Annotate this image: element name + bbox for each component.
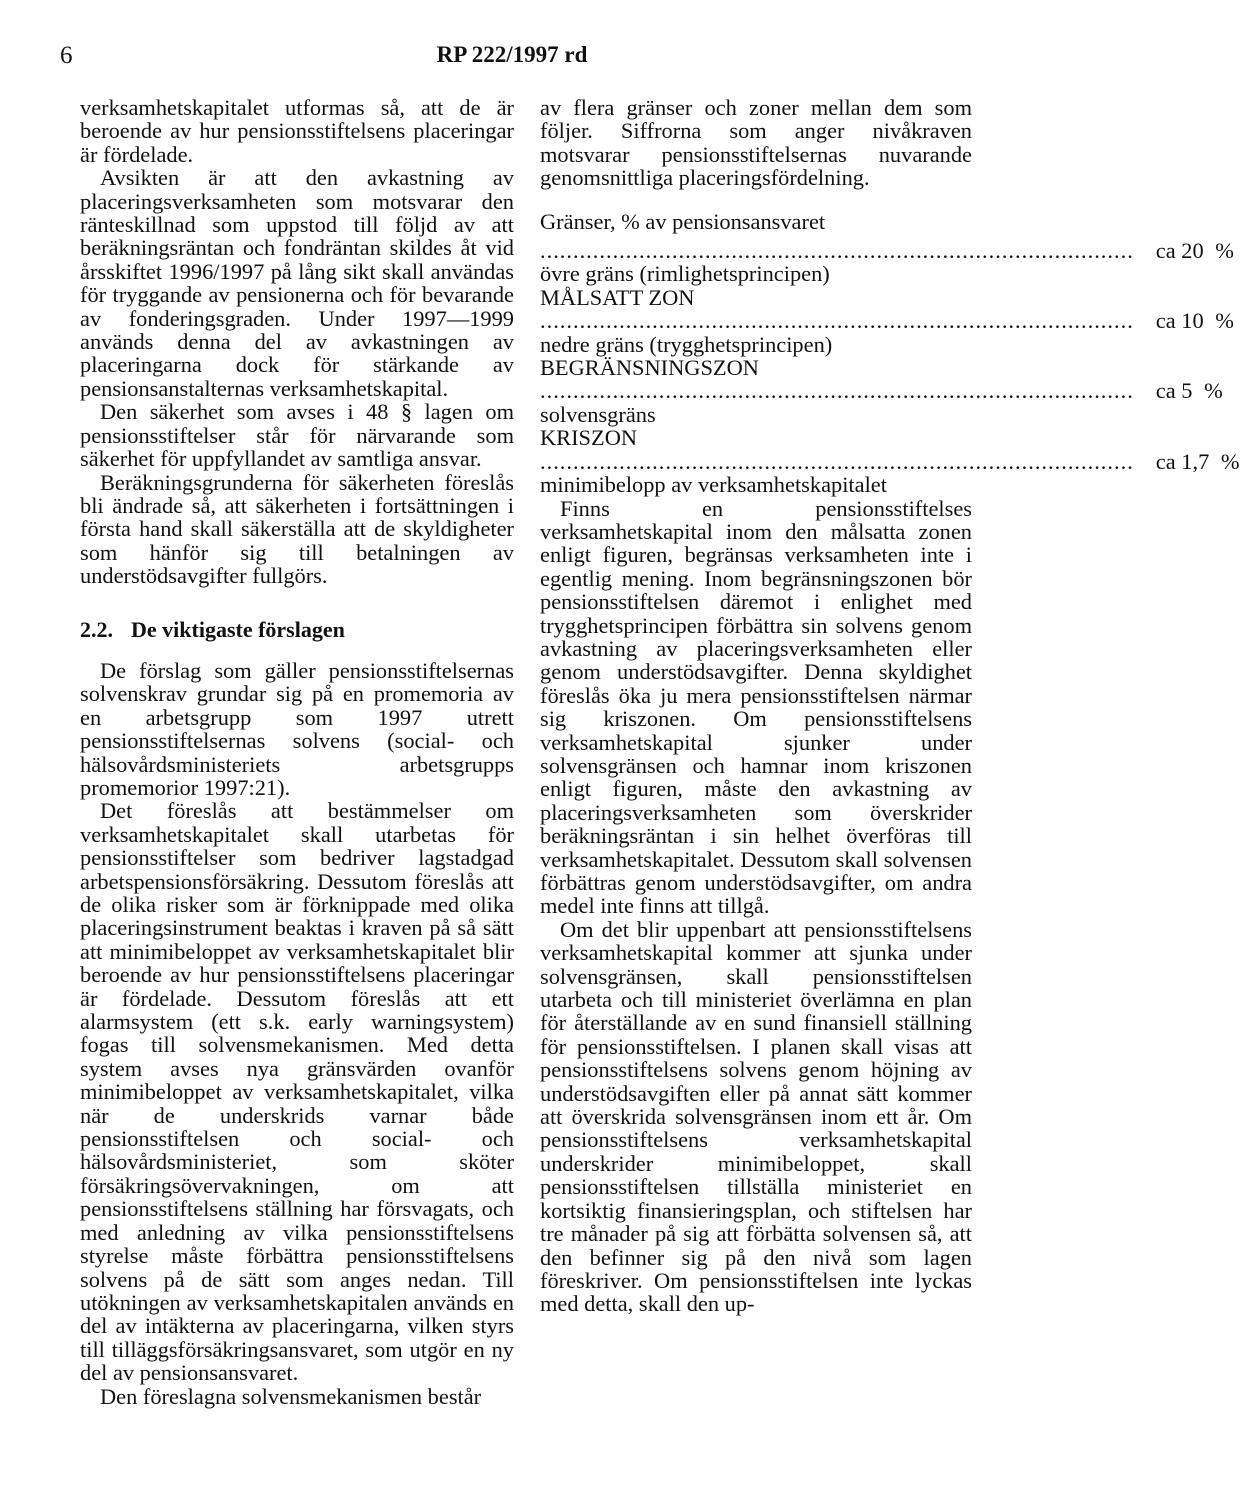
paragraph: Den föreslagna solvensmekanismen består — [100, 1383, 482, 1409]
paragraph: Om det blir uppenbart att pensionsstiftelsens verksamhetskapital kommer att sjunka under solvensgränsen, skall pensionsstiftelsen utarbeta och till ministeriet överlämna en plan för återställande av en sund finansiell ställning för pensionsstiftelsen. I planen skall visas att pensionsstiftelsens solvens genom höjning av understödsavgiften eller på annat sätt kommer att överskrida solvensgränsen inom ett år. Om pensionsstiftelsens verksamhetskapital underskrider minimibeloppet, skall pensionsstiftelsen tillställa ministeriet en kortsiktig finansieringsplan, och stiftelsen har tre månader på sig att förbätta solvensen så, att den befinner sig på den nivå som lagen föreskriver. Om pensionsstiftelsen inte lyckas med detta, skall den up- — [540, 916, 972, 1317]
solvency-zones-figure — [540, 208, 1240, 498]
limit-unit: % — [1209, 238, 1234, 264]
limit-unit: % — [1198, 378, 1223, 404]
zone-name: MÅLSATT ZON — [540, 284, 695, 310]
limit-value: ca 20 — [1155, 238, 1204, 264]
right-column — [540, 95, 1240, 1317]
limit-unit: % — [1215, 448, 1240, 474]
limit-label: minimibelopp av verksamhetskapitalet — [540, 472, 887, 498]
paragraph: Beräkningsgrunderna för säkerheten föreslås bli ändrade så, att säkerheten i fortsättningen i första hand skall säkerställa att de skyldigheter som hänför sig till betalningen av understödsavgifter fullgörs. — [80, 469, 514, 589]
zone-limit-row — [540, 448, 1240, 474]
zone-limit-row — [540, 308, 1234, 334]
zone-name: KRISZON — [540, 425, 638, 451]
paragraph: Avsikten är att den avkastning av placeringsverksamheten som motsvarar den ränteskillnad som uppstod till följd av att beräkningsräntan och fondräntan skildes åt vid årsskiftet 1996/1997 på lång sikt skall användas för tryggande av pensionerna och för bevarande av fonderingsgraden. Under 1997—1999 används denna del av avkastningen av placeringarna dock för stärkande av pensionsanstalternas verksamhetskapital. — [80, 165, 514, 401]
paragraph: De förslag som gäller pensionsstiftelsernas solvenskrav grundar sig på en promemoria av en arbetsgrupp som 1997 utrett pensionsstiftelsernas solvens (social- och hälsovårdsministeriets arbetsgrupps promemorior 1997:21). — [80, 657, 514, 800]
section-number: 2.2. — [80, 616, 113, 642]
running-title: RP 222/1997 rd — [436, 42, 588, 67]
left-column — [80, 96, 514, 1408]
zone-limit-row — [540, 238, 1234, 264]
section-title: De viktigaste förslagen — [131, 616, 345, 642]
leader-dots: .......................................................................................... — [540, 448, 1134, 474]
section-heading — [80, 618, 514, 641]
paragraph: Den säkerhet som avses i 48 § lagen om pensionsstiftelser står för närvarande som säkerhet för uppfyllandet av samtliga ansvar. — [80, 399, 514, 472]
page-header — [0, 42, 1024, 76]
paragraph: av flera gränser och zoner mellan dem som följer. Siffrorna som anger nivåkraven motsvarar pensionsstiftelsernas nuvarande genomsnittliga placeringsfördelning. — [540, 95, 972, 191]
zone-limit-row — [540, 378, 1223, 404]
leader-dots: .......................................................................................... — [540, 308, 1134, 334]
limit-value: ca 5 — [1155, 378, 1193, 404]
limit-label: solvensgräns — [540, 401, 656, 427]
paragraph: Finns en pensionsstiftelses verksamhetskapital inom den målsatta zonen enligt figuren, begränsas verksamheten inte i egentlig mening. Inom begränsningszonen bör pensionsstiftelsen däremot i enlighet med trygghetsprincipen förbättra sin solvens genom avkastning av placeringsverksamheten eller genom understödsavgifter. Denna skyldighet föreslås öka ju mera pensionsstiftelsen närmar sig kriszonen. Om pensionsstiftelsens verksamhetskapital sjunker under solvensgränsen och hamnar inom kriszonen enligt figuren, måste den avkastning av placeringsverksamheten som överskrider beräkningsräntan i sin helhet överföras till verksamhetskapitalet. Dessutom skall solvensen förbättras genom understödsavgifter, om andra medel inte finns att tillgå. — [540, 495, 972, 919]
page-number: 6 — [60, 42, 73, 69]
leader-dots: .......................................................................................... — [540, 378, 1134, 404]
paragraph: Det föreslås att bestämmelser om verksamhetskapitalet skall utarbetas för pensionsstiftelser som bedriver lagstadgad arbetspensionsförsäkring. Dessutom föreslås att de olika risker som är förknippade med olika placeringsinstrument beaktas i kraven på så sätt att minimibeloppet av verksamhetskapitalet blir beroende av hur pensionsstiftelsens placeringar är fördelade. Dessutom föreslås att ett alarmsystem (ett s.k. early warningsystem) fogas till solvensmekanismen. Med detta system avses nya gränsvärden ovanför minimibeloppet av verksamhetskapitalet, vilka när de underskrids varnar både pensionsstiftelsen och social- och hälsovårdsministeriet, som sköter försäkringsövervakningen, om att pensionsstiftelsens ställning har försvagats, och med anledning av vilka pensionsstiftelsens styrelse måste förbättra pensionsstiftelsens solvens på de sätt som anges nedan. Till utökningen av verksamhetskapitalen används en del av intäkterna av placeringarna, vilken styrs till tilläggsförsäkringsansvaret, som utgör en ny del av pensionsansvaret. — [80, 798, 514, 1386]
zones-caption: Gränser, % av pensionsansvaret — [540, 208, 826, 234]
limit-label: övre gräns (rimlighetsprincipen) — [540, 261, 830, 287]
limit-label: nedre gräns (trygghetsprincipen) — [540, 331, 833, 357]
zone-name: BEGRÄNSNINGSZON — [540, 355, 759, 381]
limit-value: ca 10 — [1155, 308, 1204, 334]
paragraph: verksamhetskapitalet utformas så, att de är beroende av hur pensionsstiftelsens placeringar är fördelade. — [80, 95, 514, 167]
limit-value: ca 1,7 — [1155, 448, 1210, 474]
limit-unit: % — [1209, 308, 1234, 334]
leader-dots: .......................................................................................... — [540, 238, 1134, 264]
